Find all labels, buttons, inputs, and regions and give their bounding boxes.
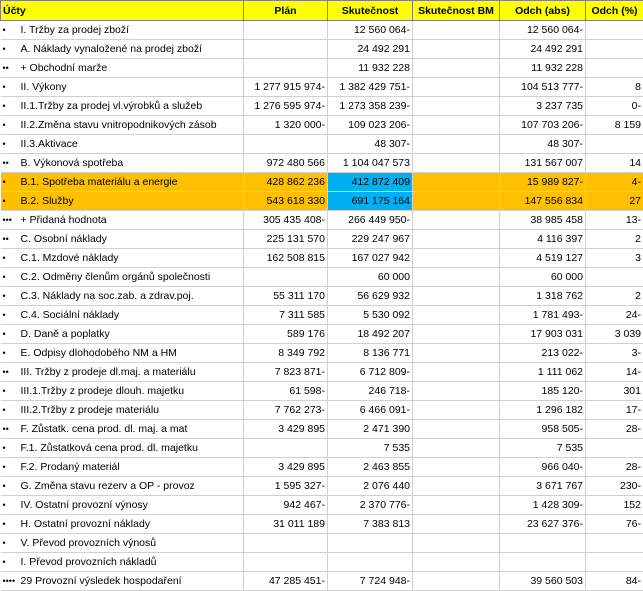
plan-cell[interactable] [244, 59, 328, 78]
table-row[interactable] [1, 78, 643, 97]
account-name: V. Převod provozních výnosů [21, 537, 157, 549]
level-marker: • [3, 325, 21, 343]
skutecnost-bm-cell[interactable] [413, 420, 500, 439]
level-marker: • [3, 116, 21, 134]
table-row[interactable] [1, 230, 643, 249]
odch-pct-cell[interactable]: 76- [586, 515, 643, 534]
account-name-cell[interactable] [1, 40, 244, 59]
odch-pct-cell[interactable]: 152 [586, 496, 643, 515]
account-name-cell[interactable] [1, 249, 244, 268]
account-name: B.1. Spotřeba materiálu a energie [21, 176, 178, 188]
skutecnost-cell[interactable]: 7 535 [328, 439, 413, 458]
table-row[interactable] [1, 363, 643, 382]
header-row [1, 1, 643, 21]
account-name: III.2.Tržby z prodeje materiálu [21, 404, 160, 416]
odch-abs-cell[interactable]: 1 111 062 [500, 363, 586, 382]
level-marker: •••• [3, 572, 21, 590]
skutecnost-bm-cell[interactable] [413, 97, 500, 116]
skutecnost-bm-cell[interactable] [413, 135, 500, 154]
plan-cell[interactable] [244, 135, 328, 154]
plan-cell[interactable]: 162 508 815 [244, 249, 328, 268]
level-marker: • [3, 97, 21, 115]
odch-pct-cell[interactable]: 4- [586, 173, 643, 192]
skutecnost-cell[interactable]: 7 383 813 [328, 515, 413, 534]
plan-cell[interactable]: 1 595 327- [244, 477, 328, 496]
table-row[interactable] [1, 249, 643, 268]
account-name: D. Daně a poplatky [21, 328, 110, 340]
table-row[interactable] [1, 534, 643, 553]
account-name: C.2. Odměny členům orgánů společnosti [21, 271, 211, 283]
account-name: F.2. Prodaný materiál [21, 461, 120, 473]
account-name: H. Ostatní provozní náklady [21, 518, 151, 530]
odch-abs-cell[interactable]: 107 703 206- [500, 116, 586, 135]
account-name: II.3.Aktivace [21, 138, 78, 150]
plan-cell[interactable]: 543 618 330 [244, 192, 328, 211]
plan-cell[interactable]: 7 762 273- [244, 401, 328, 420]
skutecnost-bm-cell[interactable] [413, 477, 500, 496]
plan-cell[interactable] [244, 40, 328, 59]
skutecnost-cell[interactable]: 48 307- [328, 135, 413, 154]
plan-cell[interactable]: 225 131 570 [244, 230, 328, 249]
account-name-cell[interactable] [1, 97, 244, 116]
odch-pct-cell[interactable] [586, 534, 643, 553]
level-marker: • [3, 173, 21, 191]
skutecnost-bm-cell[interactable] [413, 211, 500, 230]
account-name-cell[interactable] [1, 439, 244, 458]
skutecnost-cell[interactable]: 1 273 358 239- [328, 97, 413, 116]
odch-pct-cell[interactable] [586, 21, 643, 40]
plan-cell[interactable] [244, 553, 328, 572]
account-name-cell[interactable] [1, 116, 244, 135]
level-marker: • [3, 553, 21, 571]
skutecnost-bm-cell[interactable] [413, 78, 500, 97]
skutecnost-cell[interactable]: 266 449 950- [328, 211, 413, 230]
skutecnost-cell[interactable]: 56 629 932 [328, 287, 413, 306]
table-row[interactable] [1, 496, 643, 515]
plan-cell[interactable]: 55 311 170 [244, 287, 328, 306]
account-name: B. Výkonová spotřeba [21, 157, 124, 169]
skutecnost-cell[interactable]: 167 027 942 [328, 249, 413, 268]
plan-cell[interactable]: 8 349 792 [244, 344, 328, 363]
level-marker: • [3, 439, 21, 457]
table-row[interactable] [1, 439, 643, 458]
skutecnost-cell[interactable]: 1 104 047 573 [328, 154, 413, 173]
account-name-cell[interactable] [1, 401, 244, 420]
table-body [1, 21, 643, 591]
account-name: III. Tržby z prodeje dl.maj. a materiálu [21, 366, 196, 378]
column-header-odch-abs[interactable]: Odch (abs) [500, 1, 586, 21]
plan-cell[interactable]: 1 276 595 974- [244, 97, 328, 116]
account-name: II.1.Tržby za prodej vl.výrobků a služeb [21, 100, 203, 112]
skutecnost-cell[interactable]: 18 492 207 [328, 325, 413, 344]
account-name-cell[interactable] [1, 154, 244, 173]
skutecnost-bm-cell[interactable] [413, 192, 500, 211]
plan-cell[interactable]: 1 320 000- [244, 116, 328, 135]
table-row[interactable] [1, 477, 643, 496]
odch-abs-cell[interactable]: 1 428 309- [500, 496, 586, 515]
odch-pct-cell[interactable]: 28- [586, 420, 643, 439]
skutecnost-cell[interactable]: 7 724 948- [328, 572, 413, 591]
column-header-skutecnost-bm[interactable]: Skutečnost BM [413, 1, 500, 21]
skutecnost-bm-cell[interactable] [413, 230, 500, 249]
odch-abs-cell[interactable]: 1 318 762 [500, 287, 586, 306]
level-marker: • [3, 534, 21, 552]
table-row[interactable] [1, 325, 643, 344]
skutecnost-bm-cell[interactable] [413, 325, 500, 344]
account-name: + Přidaná hodnota [21, 214, 107, 226]
level-marker: ••• [3, 211, 21, 229]
odch-pct-cell[interactable]: 84- [586, 572, 643, 591]
odch-pct-cell[interactable]: 14 [586, 154, 643, 173]
account-name-cell[interactable] [1, 496, 244, 515]
odch-pct-cell[interactable] [586, 439, 643, 458]
odch-abs-cell[interactable]: 147 556 834 [500, 192, 586, 211]
table-row[interactable] [1, 59, 643, 78]
odch-pct-cell[interactable] [586, 553, 643, 572]
odch-abs-cell[interactable]: 4 116 397 [500, 230, 586, 249]
level-marker: • [3, 40, 21, 58]
table-row[interactable] [1, 211, 643, 230]
plan-cell[interactable]: 589 176 [244, 325, 328, 344]
account-name: IV. Ostatní provozní výnosy [21, 499, 148, 511]
skutecnost-bm-cell[interactable] [413, 458, 500, 477]
account-name-cell[interactable] [1, 135, 244, 154]
skutecnost-cell[interactable]: 1 382 429 751- [328, 78, 413, 97]
skutecnost-cell[interactable]: 24 492 291 [328, 40, 413, 59]
account-name: II. Výkony [21, 81, 67, 93]
odch-pct-cell[interactable] [586, 59, 643, 78]
skutecnost-bm-cell[interactable] [413, 287, 500, 306]
account-name-cell[interactable] [1, 458, 244, 477]
odch-pct-cell[interactable]: 3 [586, 249, 643, 268]
account-name: F. Zůstatk. cena prod. dl. maj. a mat [21, 423, 188, 435]
account-name: C. Osobní náklady [21, 233, 107, 245]
account-name-cell[interactable] [1, 515, 244, 534]
account-name-cell[interactable] [1, 78, 244, 97]
level-marker: •• [3, 230, 21, 248]
account-name: III.1.Tržby z prodeje dlouh. majetku [21, 385, 185, 397]
skutecnost-cell[interactable]: 5 530 092 [328, 306, 413, 325]
odch-pct-cell[interactable] [586, 135, 643, 154]
skutecnost-cell[interactable]: 6 712 809- [328, 363, 413, 382]
account-name-cell[interactable] [1, 211, 244, 230]
odch-abs-cell[interactable]: 1 296 182 [500, 401, 586, 420]
plan-cell[interactable]: 3 429 895 [244, 420, 328, 439]
level-marker: •• [3, 59, 21, 77]
plan-cell[interactable]: 942 467- [244, 496, 328, 515]
table-row[interactable] [1, 21, 643, 40]
account-name: I. Tržby za prodej zboží [21, 24, 130, 36]
table-row[interactable] [1, 154, 643, 173]
account-name-cell[interactable] [1, 287, 244, 306]
skutecnost-cell[interactable]: 109 023 206- [328, 116, 413, 135]
skutecnost-cell[interactable]: 2 076 440 [328, 477, 413, 496]
account-name: C.1. Mzdové náklady [21, 252, 119, 264]
table-row[interactable] [1, 306, 643, 325]
skutecnost-bm-cell[interactable] [413, 306, 500, 325]
account-name-cell[interactable] [1, 59, 244, 78]
plan-cell[interactable]: 7 311 585 [244, 306, 328, 325]
skutecnost-bm-cell[interactable] [413, 534, 500, 553]
account-name-cell[interactable] [1, 572, 244, 591]
table-row[interactable] [1, 173, 643, 192]
skutecnost-cell[interactable] [328, 534, 413, 553]
odch-abs-cell[interactable]: 11 932 228 [500, 59, 586, 78]
odch-pct-cell[interactable] [586, 40, 643, 59]
level-marker: • [3, 382, 21, 400]
table-row[interactable] [1, 515, 643, 534]
level-marker: • [3, 477, 21, 495]
skutecnost-cell[interactable]: 246 718- [328, 382, 413, 401]
plan-cell[interactable]: 7 823 871- [244, 363, 328, 382]
account-name: C.3. Náklady na soc.zab. a zdrav.poj. [21, 290, 194, 302]
odch-abs-cell[interactable]: 185 120- [500, 382, 586, 401]
level-marker: • [3, 344, 21, 362]
table-row[interactable] [1, 97, 643, 116]
table-row[interactable] [1, 116, 643, 135]
odch-pct-cell[interactable]: 27 [586, 192, 643, 211]
account-name: F.1. Zůstatková cena prod. dl. majetku [21, 442, 198, 454]
odch-abs-cell[interactable]: 7 535 [500, 439, 586, 458]
odch-pct-cell[interactable]: 2 [586, 230, 643, 249]
skutecnost-bm-cell[interactable] [413, 154, 500, 173]
plan-cell[interactable]: 3 429 895 [244, 458, 328, 477]
skutecnost-cell[interactable]: 60 000 [328, 268, 413, 287]
odch-abs-cell[interactable]: 24 492 291 [500, 40, 586, 59]
odch-abs-cell[interactable]: 60 000 [500, 268, 586, 287]
skutecnost-bm-cell[interactable] [413, 515, 500, 534]
odch-pct-cell[interactable]: 28- [586, 458, 643, 477]
odch-pct-cell[interactable]: 3- [586, 344, 643, 363]
account-name: E. Odpisy dlohodobého NM a HM [21, 347, 177, 359]
account-name: 29 Provozní výsledek hospodaření [21, 575, 182, 587]
plan-cell[interactable]: 47 285 451- [244, 572, 328, 591]
odch-abs-cell[interactable]: 17 903 031 [500, 325, 586, 344]
level-marker: • [3, 249, 21, 267]
skutecnost-bm-cell[interactable] [413, 553, 500, 572]
skutecnost-cell[interactable]: 2 463 855 [328, 458, 413, 477]
table-row[interactable] [1, 458, 643, 477]
plan-cell[interactable]: 31 011 189 [244, 515, 328, 534]
skutecnost-bm-cell[interactable] [413, 249, 500, 268]
skutecnost-cell[interactable]: 229 247 967 [328, 230, 413, 249]
table-row[interactable] [1, 401, 643, 420]
account-name-cell[interactable] [1, 325, 244, 344]
account-name-cell[interactable] [1, 477, 244, 496]
odch-pct-cell[interactable]: 24- [586, 306, 643, 325]
level-marker: • [3, 515, 21, 533]
skutecnost-cell[interactable]: 2 370 776- [328, 496, 413, 515]
level-marker: • [3, 496, 21, 514]
plan-cell[interactable] [244, 534, 328, 553]
odch-abs-cell[interactable]: 39 560 503 [500, 572, 586, 591]
column-header-plan[interactable]: Plán [244, 1, 328, 21]
skutecnost-bm-cell[interactable] [413, 382, 500, 401]
odch-abs-cell[interactable]: 104 513 777- [500, 78, 586, 97]
odch-pct-cell[interactable]: 2 [586, 287, 643, 306]
odch-abs-cell[interactable] [500, 553, 586, 572]
odch-abs-cell[interactable]: 213 022- [500, 344, 586, 363]
level-marker: • [3, 135, 21, 153]
account-name: A. Náklady vynaložené na prodej zboží [21, 43, 203, 55]
table-row[interactable] [1, 420, 643, 439]
skutecnost-bm-cell[interactable] [413, 496, 500, 515]
odch-abs-cell[interactable]: 38 985 458 [500, 211, 586, 230]
table-row[interactable] [1, 192, 643, 211]
odch-abs-cell[interactable]: 958 505- [500, 420, 586, 439]
level-marker: • [3, 21, 21, 39]
odch-pct-cell[interactable]: 13- [586, 211, 643, 230]
plan-cell[interactable] [244, 439, 328, 458]
skutecnost-cell[interactable]: 691 175 164 [328, 192, 413, 211]
account-name-cell[interactable] [1, 192, 244, 211]
odch-abs-cell[interactable]: 4 519 127 [500, 249, 586, 268]
skutecnost-bm-cell[interactable] [413, 59, 500, 78]
plan-cell[interactable] [244, 268, 328, 287]
table-row[interactable] [1, 572, 643, 591]
account-name-cell[interactable] [1, 553, 244, 572]
odch-abs-cell[interactable]: 1 781 493- [500, 306, 586, 325]
level-marker: • [3, 401, 21, 419]
column-header-odch-pct[interactable]: Odch (%) [586, 1, 643, 21]
account-name-cell[interactable] [1, 173, 244, 192]
odch-abs-cell[interactable]: 12 560 064- [500, 21, 586, 40]
skutecnost-bm-cell[interactable] [413, 363, 500, 382]
odch-abs-cell[interactable]: 3 237 735 [500, 97, 586, 116]
skutecnost-bm-cell[interactable] [413, 268, 500, 287]
skutecnost-cell[interactable]: 8 136 771 [328, 344, 413, 363]
table-row[interactable] [1, 344, 643, 363]
skutecnost-cell[interactable]: 2 471 390 [328, 420, 413, 439]
account-name-cell[interactable] [1, 344, 244, 363]
account-name: C.4. Sociální náklady [21, 309, 120, 321]
odch-pct-cell[interactable]: 230- [586, 477, 643, 496]
skutecnost-bm-cell[interactable] [413, 173, 500, 192]
skutecnost-bm-cell[interactable] [413, 572, 500, 591]
skutecnost-bm-cell[interactable] [413, 21, 500, 40]
account-name-cell[interactable] [1, 268, 244, 287]
account-name-cell[interactable] [1, 21, 244, 40]
table-row[interactable] [1, 382, 643, 401]
odch-pct-cell[interactable]: 14- [586, 363, 643, 382]
odch-pct-cell[interactable] [586, 268, 643, 287]
skutecnost-bm-cell[interactable] [413, 401, 500, 420]
plan-cell[interactable] [244, 21, 328, 40]
odch-pct-cell[interactable]: 0- [586, 97, 643, 116]
odch-pct-cell[interactable]: 17- [586, 401, 643, 420]
account-name-cell[interactable] [1, 230, 244, 249]
plan-cell[interactable]: 61 598- [244, 382, 328, 401]
level-marker: •• [3, 363, 21, 381]
plan-cell[interactable]: 1 277 915 974- [244, 78, 328, 97]
skutecnost-bm-cell[interactable] [413, 344, 500, 363]
table-row[interactable] [1, 135, 643, 154]
odch-abs-cell[interactable]: 23 627 376- [500, 515, 586, 534]
plan-cell[interactable]: 305 435 408- [244, 211, 328, 230]
account-name-cell[interactable] [1, 534, 244, 553]
skutecnost-cell[interactable] [328, 553, 413, 572]
account-name: B.2. Služby [21, 195, 74, 207]
account-name-cell[interactable] [1, 306, 244, 325]
level-marker: • [3, 458, 21, 476]
table-row[interactable] [1, 268, 643, 287]
skutecnost-cell[interactable]: 12 560 064- [328, 21, 413, 40]
odch-pct-cell[interactable]: 8 [586, 78, 643, 97]
skutecnost-cell[interactable]: 412 872 409 [328, 173, 413, 192]
plan-cell[interactable]: 972 480 566 [244, 154, 328, 173]
account-name: G. Změna stavu rezerv a OP - provoz [21, 480, 195, 492]
level-marker: • [3, 306, 21, 324]
level-marker: • [3, 268, 21, 286]
account-name-cell[interactable] [1, 363, 244, 382]
table-row[interactable] [1, 40, 643, 59]
level-marker: •• [3, 420, 21, 438]
skutecnost-bm-cell[interactable] [413, 40, 500, 59]
odch-abs-cell[interactable]: 48 307- [500, 135, 586, 154]
skutecnost-cell[interactable]: 6 466 091- [328, 401, 413, 420]
table-row[interactable] [1, 553, 643, 572]
odch-abs-cell[interactable] [500, 534, 586, 553]
account-name: + Obchodní marže [21, 62, 108, 74]
skutecnost-bm-cell[interactable] [413, 116, 500, 135]
account-name-cell[interactable] [1, 382, 244, 401]
account-name: I. Převod provozních nákladů [21, 556, 157, 568]
skutecnost-bm-cell[interactable] [413, 439, 500, 458]
column-header-skutecnost[interactable]: Skutečnost [328, 1, 413, 21]
skutecnost-cell[interactable]: 11 932 228 [328, 59, 413, 78]
odch-abs-cell[interactable]: 966 040- [500, 458, 586, 477]
column-header-ucty[interactable]: Účty [1, 1, 244, 21]
level-marker: •• [3, 154, 21, 172]
level-marker: • [3, 78, 21, 96]
table-row[interactable] [1, 287, 643, 306]
odch-abs-cell[interactable]: 3 671 767 [500, 477, 586, 496]
plan-cell[interactable]: 428 862 236 [244, 173, 328, 192]
account-name-cell[interactable] [1, 420, 244, 439]
odch-abs-cell[interactable]: 15 989 827- [500, 173, 586, 192]
odch-pct-cell[interactable]: 8 159 [586, 116, 643, 135]
level-marker: • [3, 287, 21, 305]
account-name: II.2.Změna stavu vnitropodnikových zásob [21, 119, 217, 131]
odch-abs-cell[interactable]: 131 567 007 [500, 154, 586, 173]
level-marker: • [3, 192, 21, 210]
odch-pct-cell[interactable]: 3 039 [586, 325, 643, 344]
odch-pct-cell[interactable]: 301 [586, 382, 643, 401]
